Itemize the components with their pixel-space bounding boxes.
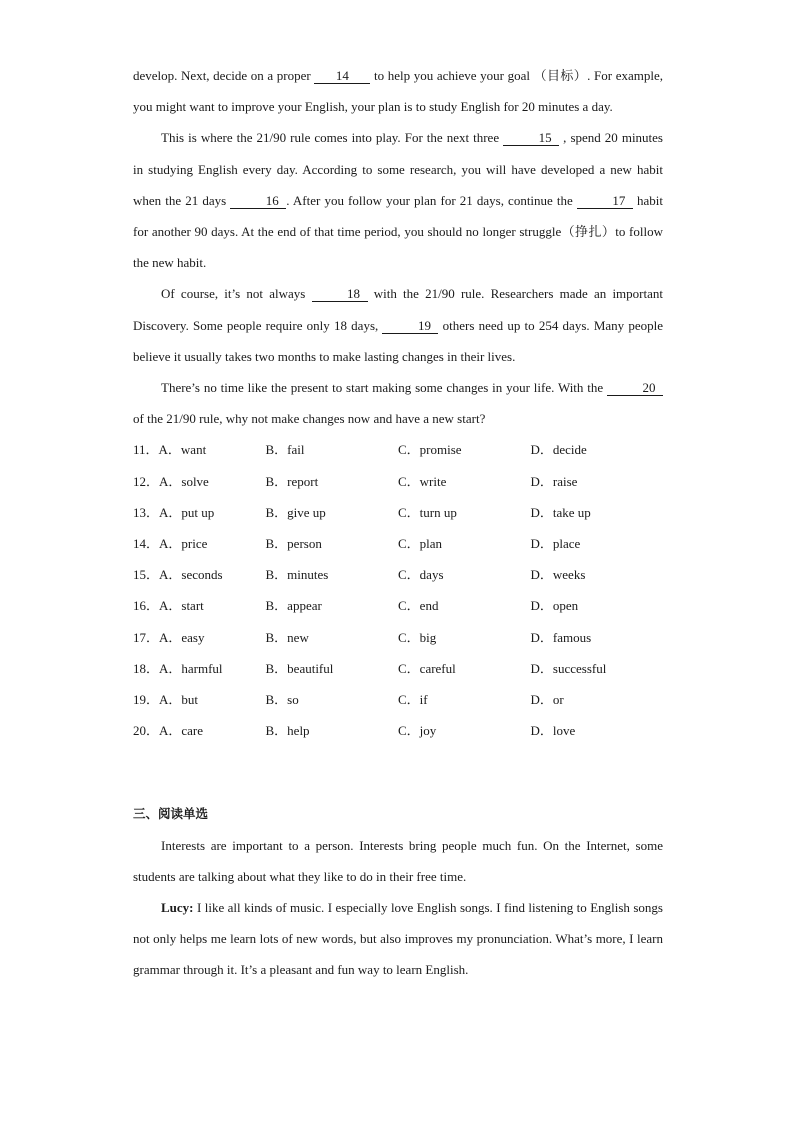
option-d: D．famous (530, 629, 592, 645)
question-row (133, 434, 663, 465)
option-c: C．careful (398, 660, 456, 676)
option-c: C．turn up (398, 504, 457, 520)
option-b: B．help (265, 723, 310, 739)
option-b: B．person (265, 536, 322, 551)
reading-intro: Interests are important to a person. Interests bring people much fun. On the Internet, some students are talking about what they like to do in their free time. (133, 837, 663, 884)
option-c: C．end (398, 598, 439, 614)
cloze-paragraph-1 (133, 60, 663, 122)
option-a: 13．A．put up (133, 504, 215, 520)
blank-18: 18 (312, 287, 368, 302)
option-b: B．minutes (265, 567, 329, 583)
option-a: 18．A．harmful (133, 660, 223, 676)
question-row (133, 559, 663, 590)
option-d: D．raise (530, 473, 578, 489)
option-b: B．appear (265, 598, 322, 614)
section-title: 三、阅读单选 (133, 806, 209, 822)
text: , spend 20 minutes in studying English every day. According to some research, you will have developed a new habit when the 21 days (133, 130, 663, 208)
question-options (133, 434, 663, 746)
option-b: B．report (265, 473, 319, 489)
text: of the 21/90 rule, why not make changes now and have a new start? (133, 411, 486, 427)
text: Of course, it’s not always (161, 286, 312, 302)
question-row (133, 590, 663, 621)
text: others need up to 254 days. Many people believe it usually takes two months to make lasting changes in their lives. (133, 317, 664, 364)
option-b: B．give up (265, 504, 326, 520)
option-a: 14．A．price (133, 536, 208, 551)
option-d: D．open (530, 598, 579, 614)
option-d: D．successful (530, 660, 607, 676)
option-c: C．joy (398, 723, 437, 739)
option-d: D．or (530, 691, 564, 707)
option-a: 19．A．but (133, 691, 199, 707)
speaker-name: Lucy: (161, 899, 194, 915)
option-a: 20．A．care (133, 723, 204, 739)
option-c: C．plan (398, 536, 443, 551)
question-row (133, 684, 663, 715)
option-b: B．new (265, 629, 309, 645)
speaker-text: I like all kinds of music. I especially love English songs. I find listening to English songs not only helps me learn lots of new words, but also improves my pronunciation. What’s more, I learn grammar through it. It’s a pleasant and fun way to learn English. (133, 899, 663, 978)
blank-15: 15 (503, 131, 559, 146)
blank-14: 14 (314, 69, 370, 84)
option-c: C．write (398, 473, 447, 489)
question-row (133, 715, 663, 746)
blank-16: 16 (230, 194, 286, 209)
text: habit for another 90 days. At the end of that time period, you should no longer struggle（挣扎）to follow the new habit. (133, 192, 664, 271)
option-c: C．if (398, 691, 428, 707)
option-c: C．big (398, 629, 437, 645)
option-c: C．promise (398, 442, 462, 458)
document-page (133, 60, 663, 986)
question-row (133, 497, 663, 528)
text: . After you follow your plan for 21 days, continue the (286, 192, 577, 208)
option-a: 16．A．start (133, 598, 204, 614)
blank-17: 17 (577, 194, 633, 209)
option-a: 15．A．seconds (133, 567, 223, 583)
option-d: D．decide (530, 442, 587, 458)
option-a: 11．A．want (133, 442, 207, 458)
cloze-paragraph-3 (133, 278, 663, 372)
blank-20: 20 (607, 381, 663, 396)
option-d: D．love (530, 723, 576, 739)
option-c: C．days (398, 567, 444, 583)
reading-lucy-paragraph (133, 892, 663, 986)
option-d: D．place (530, 536, 581, 551)
blank-19: 19 (382, 319, 438, 334)
option-d: D．take up (530, 504, 591, 520)
text: develop. Next, decide on a proper (133, 68, 315, 83)
text: There’s no time like the present to start making some changes in your life. With the (161, 380, 607, 396)
option-a: 12．A．solve (133, 473, 209, 489)
question-row (133, 653, 663, 684)
cloze-paragraph-2 (133, 122, 663, 278)
question-row (133, 466, 663, 497)
option-b: B．fail (265, 442, 305, 458)
text: This is where the 21/90 rule comes into play. For the next three (161, 130, 504, 146)
option-a: 17．A．easy (133, 629, 205, 645)
option-d: D．weeks (530, 567, 586, 583)
cloze-paragraph-4 (133, 372, 663, 434)
text: to help you achieve your goal （目标）. For example, you might want to improve your English, your plan is to study English for 20 minutes a day. (133, 68, 663, 115)
option-b: B．beautiful (265, 660, 334, 676)
question-row (133, 622, 663, 653)
option-b: B．so (265, 691, 299, 707)
question-row (133, 528, 663, 559)
text: with the 21/90 rule. Researchers made an important Discovery. Some people require only 18 days, (133, 286, 663, 333)
